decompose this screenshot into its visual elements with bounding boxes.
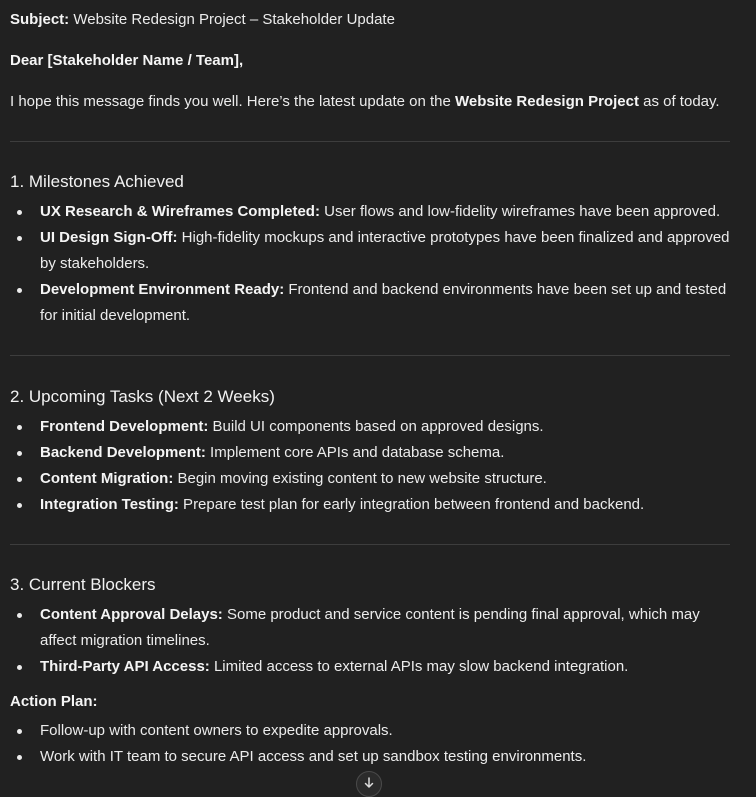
arrow-down-icon	[364, 777, 374, 789]
intro-text-start: I hope this message finds you well. Here’s the latest update on the	[10, 93, 455, 110]
intro-project-name: Website Redesign Project	[455, 93, 639, 110]
bullet-icon	[17, 477, 22, 482]
section-heading-blockers: 3. Current Blockers	[10, 575, 156, 594]
item-text: Work with IT team to secure API access and set up sandbox testing environments.	[40, 748, 587, 765]
list-item	[10, 277, 740, 329]
list-item	[10, 744, 740, 770]
action-plan-title: Action Plan:	[10, 693, 98, 710]
item-text: Prepare test plan for early integration between frontend and backend.	[178, 496, 645, 513]
intro-paragraph	[10, 92, 720, 112]
list-item	[10, 602, 740, 654]
divider	[10, 141, 730, 142]
subject-line	[10, 10, 395, 30]
intro-text-end: as of today.	[638, 93, 720, 110]
milestones-list	[10, 199, 740, 329]
bullet-icon	[17, 729, 22, 734]
item-label: UI Design Sign-Off:	[40, 229, 178, 246]
subject-text: Website Redesign Project – Stakeholder Update	[69, 11, 395, 28]
subject-label: Subject:	[10, 11, 70, 28]
section-heading-upcoming-tasks: 2. Upcoming Tasks (Next 2 Weeks)	[10, 387, 275, 406]
item-label: Third-Party API Access:	[40, 658, 210, 675]
divider	[10, 544, 730, 545]
bullet-icon	[17, 288, 22, 293]
item-label: Backend Development:	[40, 444, 206, 461]
action-plan-list	[10, 718, 740, 770]
list-item	[10, 440, 740, 466]
list-item	[10, 225, 740, 277]
bullet-icon	[17, 503, 22, 508]
item-text: Some product and service content is pending final approval, which may affect migration timelines.	[40, 606, 700, 649]
greeting: Dear [Stakeholder Name / Team],	[10, 52, 244, 69]
item-text: Build UI components based on approved designs.	[208, 418, 544, 435]
list-item	[10, 414, 740, 440]
item-text: Implement core APIs and database schema.	[205, 444, 505, 461]
item-label: Development Environment Ready:	[40, 281, 285, 298]
item-label: Content Migration:	[40, 470, 174, 487]
list-item	[10, 654, 740, 680]
list-item	[10, 199, 740, 225]
scroll-to-bottom-button[interactable]	[356, 771, 382, 797]
list-item	[10, 466, 740, 492]
divider	[10, 355, 730, 356]
item-label: Content Approval Delays:	[40, 606, 223, 623]
item-label: UX Research & Wireframes Completed:	[40, 203, 320, 220]
item-text: Begin moving existing content to new website structure.	[173, 470, 547, 487]
upcoming-tasks-list	[10, 414, 740, 518]
bullet-icon	[17, 425, 22, 430]
item-text: Limited access to external APIs may slow backend integration.	[209, 658, 629, 675]
bullet-icon	[17, 665, 22, 670]
bullet-icon	[17, 613, 22, 618]
section-heading-milestones: 1. Milestones Achieved	[10, 172, 184, 191]
bullet-icon	[17, 451, 22, 456]
item-text: Frontend and backend environments have been set up and tested for initial development.	[40, 281, 727, 324]
bullet-icon	[17, 755, 22, 760]
bullet-icon	[17, 210, 22, 215]
blockers-list	[10, 602, 740, 680]
list-item	[10, 718, 740, 744]
item-label: Integration Testing:	[40, 496, 179, 513]
item-text: User flows and low-fidelity wireframes have been approved.	[319, 203, 721, 220]
list-item	[10, 492, 740, 518]
bullet-icon	[17, 236, 22, 241]
item-text: Follow-up with content owners to expedite approvals.	[40, 722, 393, 739]
item-text: High-fidelity mockups and interactive prototypes have been finalized and approved by stakeholders.	[40, 229, 730, 272]
item-label: Frontend Development:	[40, 418, 209, 435]
